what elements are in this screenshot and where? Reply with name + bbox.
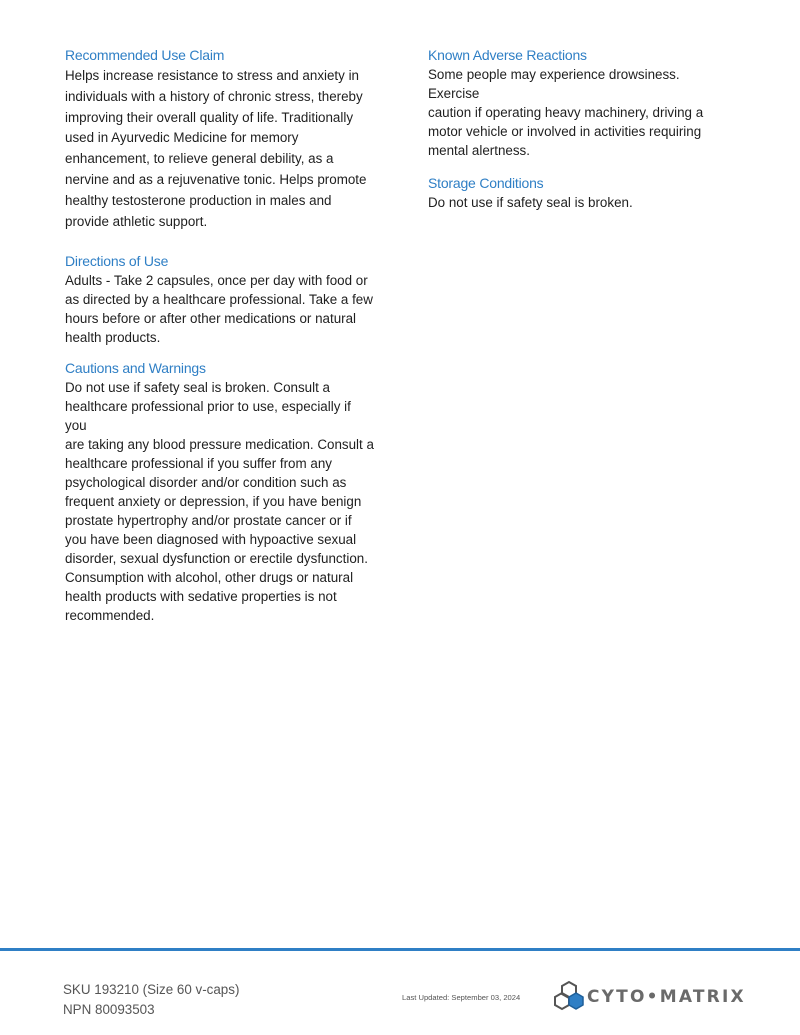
cautions-line: health products with sedative properties is not: [65, 589, 337, 605]
storage-heading: Storage Conditions: [428, 175, 544, 191]
directions-line: health products.: [65, 330, 161, 346]
recommended-use-line: provide athletic support.: [65, 213, 208, 229]
recommended-use-section: [65, 46, 375, 232]
cautions-line: prostate hypertrophy and/or prostate cancer or if: [65, 513, 352, 529]
adverse-line: Some people may experience drowsiness. Exercise: [428, 67, 680, 101]
recommended-use-line: individuals with a history of chronic stress, thereby: [65, 88, 363, 104]
product-codes: [63, 980, 239, 1020]
cautions-line: healthcare professional prior to use, especially if you: [65, 399, 351, 434]
cautions-line: Do not use if safety seal is broken. Consult a: [65, 380, 330, 396]
recommended-use-text: [65, 66, 375, 232]
directions-line: as directed by a healthcare professional. Take a few: [65, 292, 373, 308]
sku-text: SKU 193210 (Size 60 v-caps): [63, 982, 240, 997]
adverse-line: caution if operating heavy machinery, driving a: [428, 105, 704, 120]
adverse-text: [428, 65, 733, 160]
cautions-line: healthcare professional if you suffer from any: [65, 456, 332, 472]
directions-line: hours before or after other medications or natural: [65, 311, 357, 327]
directions-line: Adults - Take 2 capsules, once per day with food or: [65, 273, 368, 289]
cautions-heading: Cautions and Warnings: [65, 360, 206, 377]
recommended-use-line: improving their overall quality of life. Traditionally: [65, 109, 354, 125]
adverse-section: [428, 46, 733, 160]
recommended-use-line: enhancement, to relieve general debility, as a: [65, 151, 334, 167]
brand-name: CYTO•MATRIX: [587, 987, 746, 1007]
adverse-line: mental alertness.: [428, 143, 530, 158]
footer-divider: [0, 948, 800, 951]
right-column: [428, 46, 733, 224]
storage-line: Do not use if safety seal is broken.: [428, 195, 633, 210]
cautions-line: psychological disorder and/or condition such as: [65, 475, 347, 491]
hexagon-logo-icon: [551, 980, 585, 1014]
last-updated-text: Last Updated: September 03, 2024: [402, 993, 521, 1002]
storage-section: [428, 174, 733, 212]
cautions-line: you have been diagnosed with hypoactive sexual: [65, 532, 357, 548]
adverse-line: motor vehicle or involved in activities requiring: [428, 124, 702, 139]
recommended-use-line: healthy testosterone production in males and: [65, 192, 332, 208]
adverse-heading: Known Adverse Reactions: [428, 47, 587, 63]
recommended-use-line: Helps increase resistance to stress and anxiety in: [65, 68, 359, 83]
cautions-line: Consumption with alcohol, other drugs or natural: [65, 570, 354, 586]
recommended-use-line: used in Ayurvedic Medicine for memory: [65, 130, 299, 146]
cautions-text: [65, 378, 375, 625]
recommended-use-line: nervine and as a rejuvenative tonic. Helps promote: [65, 171, 367, 187]
directions-text: [65, 271, 375, 347]
cautions-line: recommended.: [65, 608, 155, 624]
brand-logo: [551, 980, 746, 1014]
npn-text: NPN 80093503: [63, 1002, 155, 1017]
cautions-section: [65, 359, 375, 625]
cautions-line: frequent anxiety or depression, if you have benign: [65, 494, 362, 510]
storage-text: [428, 193, 733, 212]
cautions-line: disorder, sexual dysfunction or erectile dysfunction.: [65, 551, 368, 567]
recommended-use-heading: Recommended Use Claim: [65, 47, 225, 63]
directions-heading: Directions of Use: [65, 253, 169, 270]
left-column: [65, 46, 375, 637]
directions-section: [65, 252, 375, 347]
cautions-line: are taking any blood pressure medication. Consult a: [65, 437, 374, 453]
